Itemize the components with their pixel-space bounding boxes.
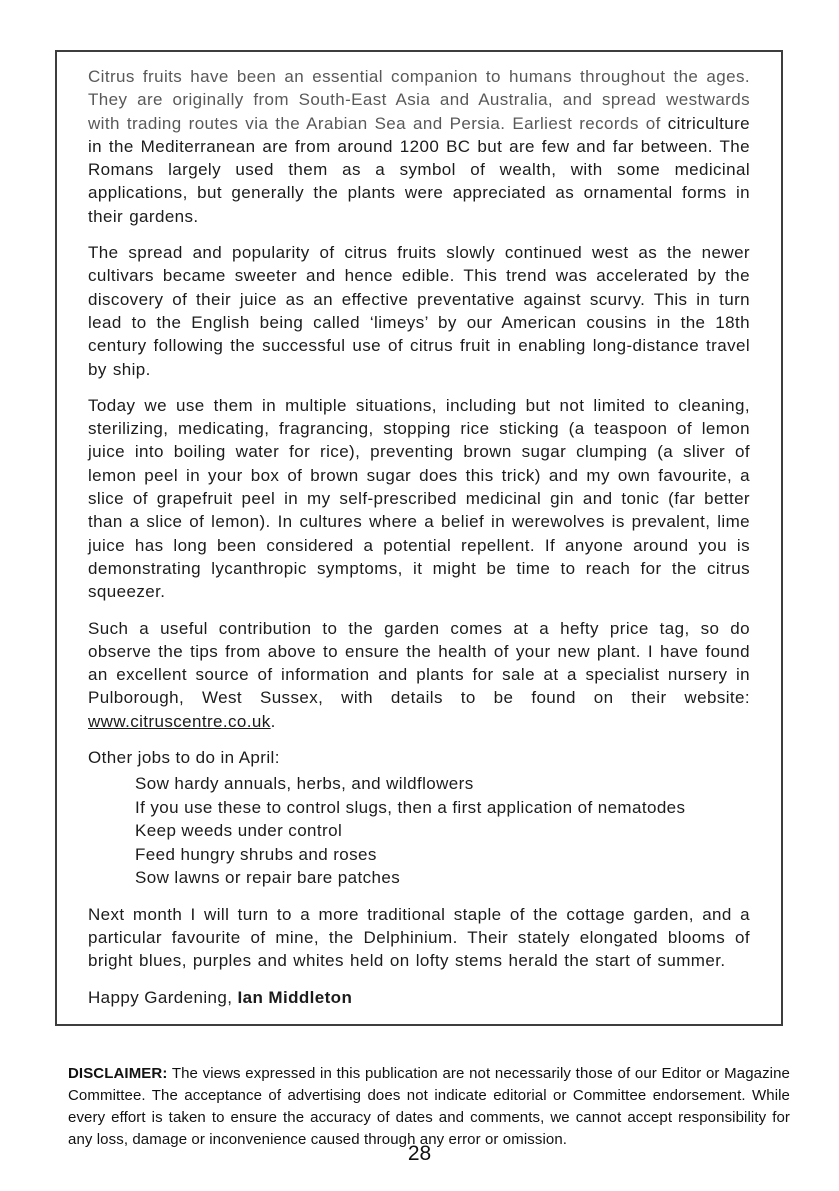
page-number: 28 <box>407 1142 432 1165</box>
job-list-item: If you use these to control slugs, then a first application of nematodes <box>135 797 686 817</box>
paragraph-nursery-info <box>88 617 750 733</box>
job-list-item: Sow hardy annuals, herbs, and wildflowers <box>135 774 474 794</box>
jobs-heading: Other jobs to do in April: <box>88 748 280 768</box>
paragraph-nursery-info-period: . <box>270 711 276 731</box>
disclaimer-text: The views expressed in this publication are not necessarily those of our Editor or Magazine Committee. The acceptance of advertising does not indicate editorial or Committee endorsement. While every effort is taken to ensure the accuracy of dates and comments, we cannot accept responsibility for any loss, damage or inconvenience caused through any error or omission. <box>68 1065 790 1148</box>
disclaimer <box>68 1063 790 1151</box>
job-list-item: Feed hungry shrubs and roses <box>135 844 377 864</box>
jobs-list <box>88 772 750 890</box>
paragraph-modern-uses: Today we use them in multiple situations, including but not limited to cleaning, sterilizing, medicating, fragrancing, stopping rice sticking (a teaspoon of lemon juice into boiling water for rice), preventing brown sugar clumping (a sliver of lemon peel in your box of brown sugar does this trick) and my own favourite, a slice of grapefruit peel in my self-prescribed medicinal gin and tonic (far better than a slice of lemon). In cultures where a belief in werewolves is prevalent, lime juice has long been considered a potential repellent. If anyone around you is demonstrating lycanthropic symptoms, it might be time to reach for the citrus squeezer. <box>88 395 750 602</box>
signoff-author-name: Ian Middleton <box>237 987 353 1007</box>
paragraph-citrus-history <box>88 65 750 228</box>
paragraph-next-month: Next month I will turn to a more traditional staple of the cottage garden, and a particular favourite of mine, the Delphinium. Their stately elongated blooms of bright blues, purples and whites held on lofty stems herald the start of summer. <box>88 904 750 971</box>
paragraph-nursery-info-text: Such a useful contribution to the garden comes at a hefty price tag, so do observe the tips from above to ensure the health of your new plant. I have found an excellent source of information and plants for sale at a specialist nursery in Pulborough, West Sussex, with details to be found on their website: <box>88 618 750 708</box>
disclaimer-label: DISCLAIMER: <box>68 1065 168 1082</box>
signoff <box>88 986 750 1009</box>
citrus-centre-link[interactable]: www.citruscentre.co.uk <box>88 711 271 731</box>
paragraph-citrus-history-lead: Citrus fruits have been an essential companion to humans throughout the ages. They are originally from South-East Asia and Australia, and spread westwards with trading routes via the Arabian Sea and Persia. Earliest records of <box>88 67 750 133</box>
job-list-item: Keep weeds under control <box>135 821 343 841</box>
paragraph-spread-popularity: The spread and popularity of citrus fruits slowly continued west as the newer cultivars became sweeter and hence edible. This trend was accelerated by the discovery of their juice as an effective preventative against scurvy. This in turn lead to the English being called ‘limeys’ by our American cousins in the 18th century following the successful use of citrus fruit in enabling long-distance travel by ship. <box>88 243 750 379</box>
article-border-box <box>55 50 783 1026</box>
paragraph-citrus-history-rest: citriculture in the Mediterranean are from around 1200 BC but are few and far between. The Romans largely used them as a symbol of wealth, with some medicinal applications, but generally the plants were appreciated as ornamental forms in their gardens. <box>88 113 750 226</box>
signoff-greeting: Happy Gardening, <box>88 987 238 1007</box>
job-list-item: Sow lawns or repair bare patches <box>135 868 401 888</box>
